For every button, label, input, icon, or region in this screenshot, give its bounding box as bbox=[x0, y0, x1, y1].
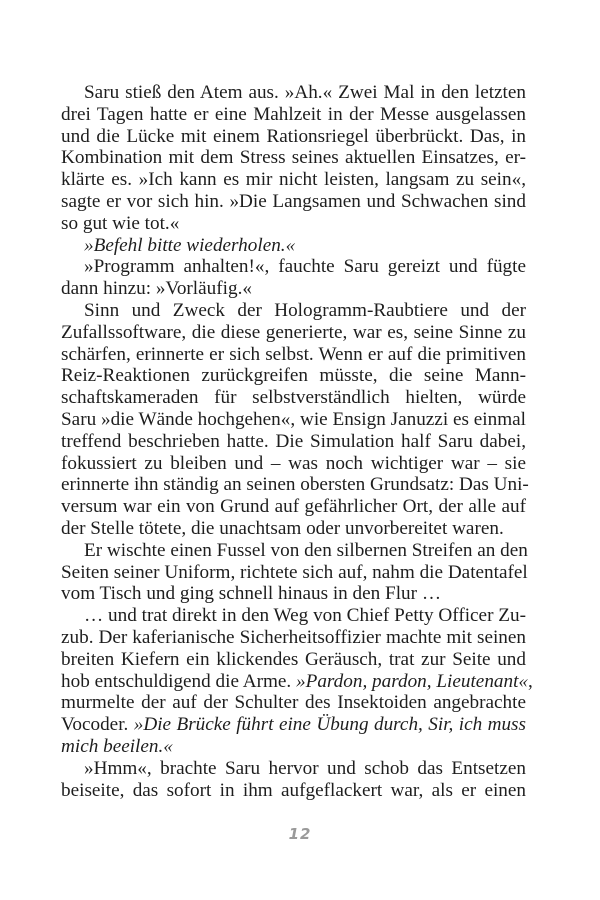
text-segment: drei Tagen hatte er eine Mahlzeit in der Messe ausgelassen bbox=[61, 103, 526, 125]
text-line bbox=[61, 518, 526, 540]
page-body-text bbox=[61, 82, 533, 801]
text-line bbox=[61, 387, 526, 409]
text-line bbox=[61, 191, 526, 213]
text-line bbox=[61, 453, 526, 475]
paragraph bbox=[61, 758, 526, 802]
text-line bbox=[61, 736, 526, 758]
text-segment: , bbox=[528, 670, 533, 692]
text-segment: murmelte der auf der Schulter des Insektoiden angebrachte bbox=[61, 692, 526, 714]
text-line bbox=[61, 562, 526, 584]
italic-speech: »Befehl bitte wiederholen.« bbox=[84, 234, 296, 256]
paragraph bbox=[61, 605, 533, 758]
text-line bbox=[61, 365, 526, 387]
text-segment: erinnerte ihn ständig an seinen obersten Grundsatz: Das Uni- bbox=[61, 474, 529, 496]
text-segment: Saru stieß den Atem aus. »Ah.« Zwei Mal in den letzten bbox=[84, 82, 526, 103]
text-segment: Reiz-Reaktionen zurückgreifen müsste, die seine Mann- bbox=[61, 365, 526, 387]
text-line bbox=[61, 670, 533, 693]
text-segment: hob entschuldigend die Arme. bbox=[61, 670, 296, 692]
text-segment: Vocoder. bbox=[61, 714, 134, 736]
paragraph bbox=[61, 540, 526, 605]
text-line bbox=[61, 126, 526, 148]
text-line bbox=[61, 104, 526, 126]
text-segment: Seiten seiner Uniform, richtete sich auf, nahm die Datentafel bbox=[61, 561, 528, 583]
text-segment: Sinn und Zweck der Hologramm-Raubtiere und der bbox=[84, 299, 526, 321]
text-segment: fokussiert zu bleiben und – was noch wichtiger war – sie bbox=[61, 452, 526, 474]
text-segment: »Hmm«, brachte Saru hervor und schob das Entsetzen bbox=[84, 757, 526, 779]
page-number: 12 bbox=[288, 825, 312, 843]
paragraph bbox=[61, 82, 526, 235]
text-segment: vom Tisch und ging schnell hinaus in den Flur … bbox=[61, 583, 442, 605]
paragraph bbox=[61, 299, 529, 540]
text-segment: treffend beschrieben hatte. Die Simulation half Saru dabei, bbox=[61, 430, 526, 452]
text-line bbox=[61, 605, 526, 627]
text-segment: versum war ein von Grund auf gefährlicher Ort, der alle auf bbox=[61, 496, 526, 518]
text-line bbox=[61, 583, 526, 605]
text-line bbox=[61, 235, 526, 257]
text-line bbox=[61, 409, 526, 431]
text-line bbox=[61, 82, 526, 104]
text-segment: und die Lücke mit einem Rationsriegel überbrückt. Das, in bbox=[61, 125, 526, 147]
text-segment: Kombination mit dem Stress seines aktuellen Einsatzes, er- bbox=[61, 147, 526, 169]
text-line bbox=[61, 714, 526, 736]
text-line bbox=[61, 692, 526, 714]
text-segment: Er wischte einen Fussel von den silbernen Streifen an den bbox=[84, 539, 528, 561]
text-line bbox=[61, 540, 526, 562]
text-segment: »Programm anhalten!«, fauchte Saru gereizt und fügte bbox=[84, 256, 526, 278]
text-segment: der Stelle tötete, die unachtsam oder unvorbereitet waren. bbox=[61, 517, 504, 539]
italic-speech: »Pardon, pardon, Lieutenant« bbox=[296, 670, 529, 692]
text-line bbox=[61, 147, 526, 169]
text-line bbox=[61, 758, 526, 780]
text-segment: beiseite, das sofort in ihm aufgeflackert war, als er einen bbox=[61, 779, 526, 801]
text-line bbox=[61, 431, 526, 453]
text-segment: dann hinzu: »Vorläufig.« bbox=[61, 278, 252, 300]
text-line bbox=[61, 256, 526, 278]
italic-speech: »Die Brücke führt eine Übung durch, Sir, ich muss bbox=[133, 714, 526, 736]
text-line bbox=[61, 344, 526, 366]
text-segment: schaftskameraden für selbstverständlich hielten, würde bbox=[61, 387, 526, 409]
text-line bbox=[61, 496, 526, 518]
text-segment: sagte er vor sich hin. »Die Langsamen und Schwachen sind bbox=[61, 190, 526, 212]
text-segment: breiten Kiefern ein klickendes Geräusch, trat zur Seite und bbox=[61, 648, 526, 670]
paragraph bbox=[61, 256, 526, 300]
text-line bbox=[61, 278, 526, 300]
text-line bbox=[61, 322, 526, 344]
text-segment: Zufallssoftware, die diese generierte, war es, seine Sinne zu bbox=[61, 321, 526, 343]
italic-speech: mich beeilen.« bbox=[61, 735, 173, 757]
text-line bbox=[61, 213, 526, 235]
text-segment: zub. Der kaferianische Sicherheitsoffizier machte mit seinen bbox=[61, 626, 526, 648]
text-segment: klärte es. »Ich kann es mir nicht leisten, langsam zu sein«, bbox=[61, 169, 526, 191]
text-line bbox=[61, 169, 526, 191]
text-segment: schärfen, erinnerte er sich selbst. Wenn er auf die primitiven bbox=[61, 343, 526, 365]
text-segment: … und trat direkt in den Weg von Chief Petty Officer Zu- bbox=[84, 605, 526, 627]
text-line bbox=[61, 300, 526, 322]
text-segment: so gut wie tot.« bbox=[61, 212, 180, 234]
paragraph bbox=[61, 235, 526, 257]
text-line bbox=[61, 780, 526, 802]
text-line bbox=[61, 474, 529, 496]
text-line bbox=[61, 627, 526, 649]
text-line bbox=[61, 649, 526, 671]
text-segment: Saru »die Wände hochgehen«, wie Ensign Januzzi es einmal bbox=[61, 408, 526, 430]
